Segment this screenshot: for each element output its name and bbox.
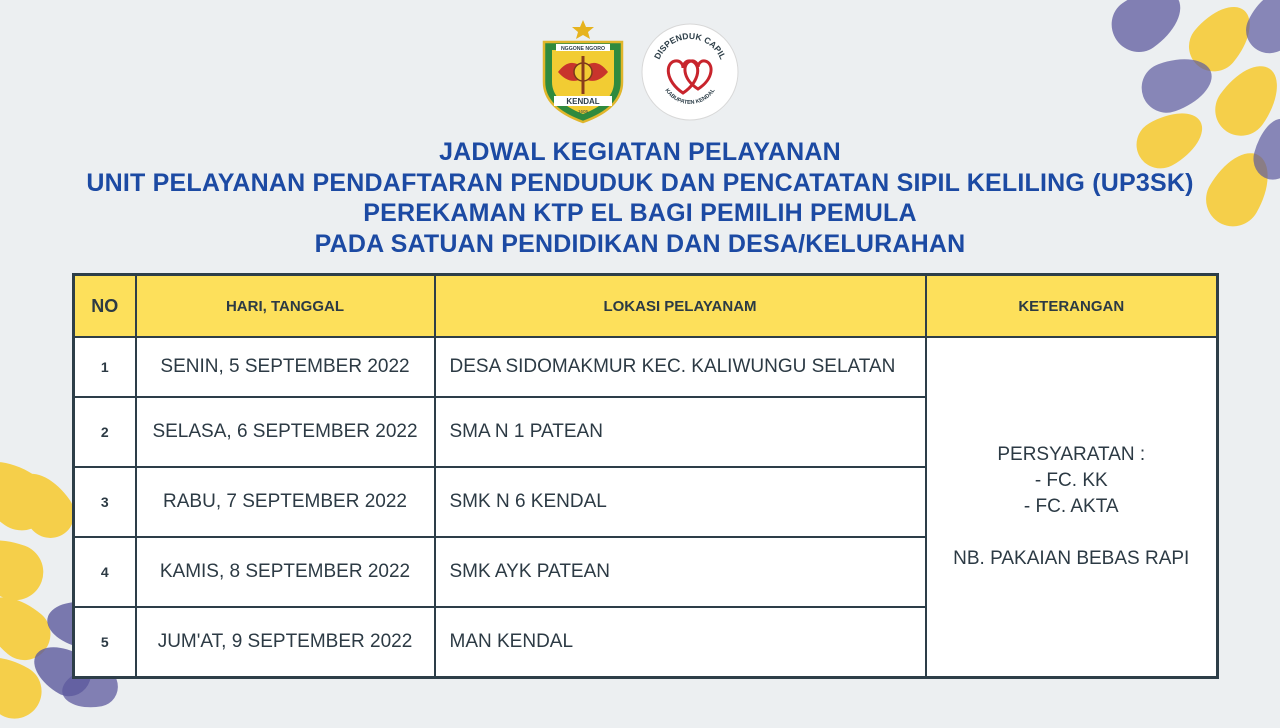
row-date: KAMIS, 8 SEPTEMBER 2022 <box>136 537 435 607</box>
title-line-1: JADWAL KEGIATAN PELAYANAN <box>439 138 841 166</box>
row-no: 1 <box>74 337 136 397</box>
row-date: JUM'AT, 9 SEPTEMBER 2022 <box>136 607 435 677</box>
header-location: LOKASI PELAYANAM <box>435 275 926 338</box>
row-location: SMA N 1 PATEAN <box>435 397 926 467</box>
title-line-4: PADA SATUAN PENDIDIKAN DAN DESA/KELURAHAN <box>314 229 966 258</box>
table-header-row <box>74 275 1218 338</box>
document-title <box>0 137 1280 259</box>
dress-code-note: NB. PAKAIAN BEBAS RAPI <box>953 547 1190 569</box>
row-no: 2 <box>74 397 136 467</box>
dispenduk-bottom-text: KABUPATEN KENDAL <box>663 87 717 107</box>
title-line-3: PEREKAMAN KTP EL BAGI PEMILIH PEMULA <box>363 199 917 227</box>
row-location: DESA SIDOMAKMUR KEC. KALIWUNGU SELATAN <box>435 337 926 397</box>
row-no: 3 <box>74 467 136 537</box>
requirement-akta: - FC. AKTA <box>1023 495 1119 517</box>
header-no: NO <box>74 275 136 338</box>
header-keterangan: KETERANGAN <box>926 275 1218 338</box>
kendal-name-text: KENDAL <box>566 97 600 106</box>
dispenduk-top-text: DISPENDUK CAPIL <box>651 30 729 61</box>
kendal-motto-text: NGGONE NGORO <box>560 46 606 52</box>
row-date: RABU, 7 SEPTEMBER 2022 <box>136 467 435 537</box>
row-date: SENIN, 5 SEPTEMBER 2022 <box>136 337 435 397</box>
schedule-table <box>72 273 1219 679</box>
kendal-coat-of-arms-logo <box>540 20 626 124</box>
header-date: HARI, TANGGAL <box>136 275 435 338</box>
keterangan-cell <box>926 337 1218 677</box>
title-line-2: UNIT PELAYANAN PENDAFTARAN PENDUDUK DAN PENCATATAN SIPIL KELILING (UP3SK) <box>86 168 1194 197</box>
row-location: SMK AYK PATEAN <box>435 537 926 607</box>
table-row <box>74 337 1218 397</box>
row-no: 5 <box>74 607 136 677</box>
requirements-label: PERSYARATAN : <box>997 443 1146 465</box>
dispendukcapil-logo <box>641 23 739 121</box>
row-location: SMK N 6 KENDAL <box>435 467 926 537</box>
requirement-kk: - FC. KK <box>1034 469 1108 491</box>
row-date: SELASA, 6 SEPTEMBER 2022 <box>136 397 435 467</box>
kendal-year-text: 1605 <box>577 109 589 114</box>
row-no: 4 <box>74 537 136 607</box>
logo-bar <box>0 18 1280 128</box>
row-location: MAN KENDAL <box>435 607 926 677</box>
